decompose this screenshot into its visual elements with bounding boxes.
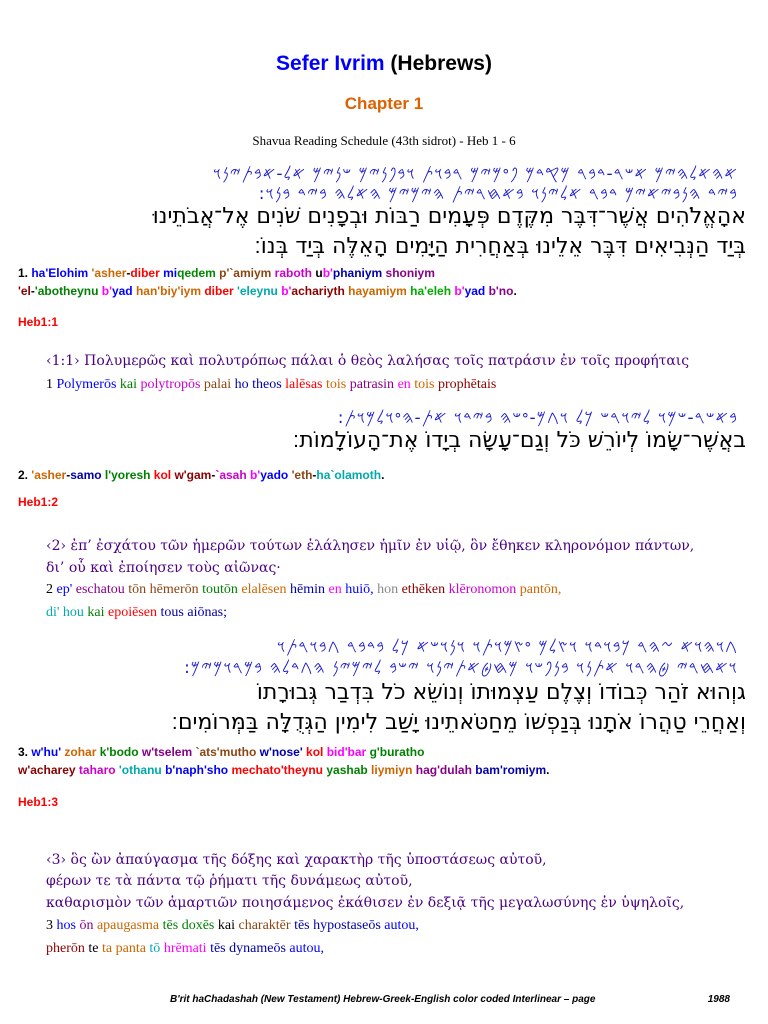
word-segment: shoniym [382, 266, 435, 280]
word-segment: 'asher [91, 266, 127, 280]
word-segment: . [513, 284, 517, 298]
word-segment: en [324, 582, 342, 597]
word-segment: 'eth [288, 468, 313, 482]
word-segment: 1 [46, 377, 57, 392]
word-segment: hos [56, 918, 76, 933]
chapter-heading: Chapter 1 [344, 94, 424, 113]
paleo-hebrew-line: 𐤅𐤀𐤇𐤓𐤉 𐤈𐤄𐤓𐤅 𐤀𐤕𐤍𐤅 𐤁𐤍𐤐𐤔𐤅 𐤌𐤇𐤈𐤀𐤕𐤉𐤍𐤅 𐤉𐤔𐤁 𐤋𐤉𐤌𐤉𐤍 𐤄𐤂𐤃𐤋𐤄 𐤁𐤌𐤓𐤅𐤌𐤉𐤌: [184, 658, 738, 678]
word-segment: Polymerōs [56, 377, 117, 392]
word-segment: ha`olamoth [316, 468, 382, 482]
word-segment: hrēmati [160, 941, 207, 956]
word-segment: g'buratho [366, 745, 425, 759]
book-title-main: Sefer Ivrim [276, 52, 385, 75]
word-segment: . [381, 468, 385, 482]
word-segment: `ats'mutho [192, 745, 257, 759]
word-segment: tōn hēmerōn [124, 582, 199, 597]
transliteration-line [18, 468, 384, 482]
word-segment: - [66, 468, 71, 482]
word-segment: `asah [215, 468, 247, 482]
word-segment: mi [159, 266, 178, 280]
word-segment: 1. [18, 266, 32, 280]
transliteration-line [18, 745, 424, 759]
verse-reference: Heb1:3 [18, 795, 59, 809]
word-segment: w'hu' [31, 745, 62, 759]
word-segment: tois [322, 377, 347, 392]
hebrew-text-line: אהָאֱלֹהִים אֲשֶׁר־דִּבֶּר מִקֶּדֶם פְּעָמִים רַבּוֹת וּבְפָנִים שֹׁנִים אֶל־אֲבֹתֵינוּ [152, 204, 746, 229]
word-segment: yashab [323, 763, 368, 777]
transliteration-line [18, 763, 550, 777]
word-segment: kai [116, 377, 137, 392]
word-segment: polytropōs [137, 377, 201, 392]
greek-transliteration-line [46, 377, 496, 393]
word-segment: yado [260, 468, 289, 482]
word-segment: kol [150, 468, 172, 482]
word-segment: toutōn [198, 582, 238, 597]
greek-text-line: φέρων τε τὰ πάντα τῷ ῥήματι τῆς δυνάμεως αὐτοῦ, [46, 873, 413, 889]
greek-transliteration-line [46, 605, 227, 621]
word-segment: charaktēr [234, 918, 291, 933]
word-segment: di' hou [46, 605, 84, 620]
word-segment: 'asher [31, 468, 67, 482]
word-segment: 'eleynu [233, 284, 278, 298]
greek-text-line: δι’ οὗ καὶ ἐποίησεν τοὺς αἰῶνας· [46, 560, 281, 576]
footer-text: B'rit haChadashah (New Testament) Hebrew-Greek-English color coded Interlinear – page [170, 994, 596, 1005]
word-segment: . [546, 763, 550, 777]
word-segment: taharo [75, 763, 116, 777]
word-segment: bid'bar [323, 745, 367, 759]
book-title-sub: (Hebrews) [384, 52, 492, 75]
word-segment: palai [200, 377, 232, 392]
word-segment: - [312, 468, 317, 482]
page-footer [170, 994, 730, 1005]
paleo-hebrew-line: 𐤁𐤀𐤔𐤓-𐤔𐤌𐤅 𐤋𐤉𐤅𐤓𐤔 𐤊𐤋 𐤅𐤂𐤌-𐤏𐤔𐤄 𐤁𐤉𐤃𐤅 𐤀𐤕-𐤄𐤏𐤅𐤋𐤌𐤅𐤕: [337, 408, 738, 428]
word-segment: b' [246, 468, 261, 482]
verse-reference: Heb1:2 [18, 495, 59, 509]
word-segment: patrasin [346, 377, 395, 392]
word-segment: b' [98, 284, 112, 298]
word-segment: kai [83, 605, 105, 620]
word-segment: k'bodo [96, 745, 139, 759]
word-segment: pherōn [46, 941, 85, 956]
word-segment: - [211, 468, 216, 482]
word-segment: 3 [46, 918, 57, 933]
word-segment: ho theos [231, 377, 282, 392]
word-segment: w'tselem [138, 745, 193, 759]
word-segment: en [394, 377, 411, 392]
transliteration-line [18, 284, 517, 298]
word-segment: tō [145, 941, 161, 956]
word-segment: b'naph'sho [161, 763, 229, 777]
word-segment: diber [130, 266, 160, 280]
word-segment: liymiyn [367, 763, 413, 777]
word-segment: ta panta [98, 941, 146, 956]
word-segment: qedem [177, 266, 216, 280]
word-segment: tous aiōnas; [157, 605, 228, 620]
greek-text-line: ‹2› ἐπ’ ἐσχάτου τῶν ἡμερῶν τούτων ἐλάλησεν ἡμῖν ἐν υἱῷ, ὃν ἔθηκεν κληρονόμον πάντων, [46, 538, 695, 554]
transliteration-line [18, 266, 435, 280]
word-segment: diber [201, 284, 234, 298]
word-segment: 2. [18, 468, 32, 482]
paleo-hebrew-line: 𐤀𐤄𐤀𐤋𐤄𐤉𐤌 𐤀𐤔𐤓-𐤃𐤁𐤓 𐤌𐤒𐤃𐤌 𐤐𐤏𐤌𐤉𐤌 𐤓𐤁𐤅𐤕 𐤅𐤁𐤐𐤍𐤉𐤌 𐤔𐤍𐤉𐤌 𐤀𐤋-𐤀𐤁𐤕𐤉𐤍𐤅 [212, 164, 738, 184]
hebrew-text-line: בְּיַד הַנְּבִיאִים דִּבֶּר אֵלֵינוּ בְּאַחֲרִית הַיָּמִים הָאֵלֶּה בְּיַד בְּנוֹ׃ [254, 234, 746, 259]
book-title [0, 52, 768, 76]
greek-text-line: ‹1:1› Πολυμερῶς καὶ πολυτρόπως πάλαι ὁ θεὸς λαλήσας τοῖς πατράσιν ἐν τοῖς προφήταις [46, 353, 690, 369]
word-segment: lalēsas [281, 377, 323, 392]
word-segment: pantōn, [516, 582, 562, 597]
paleo-hebrew-line: 𐤁𐤉𐤃 𐤄𐤍𐤁𐤉𐤀𐤉𐤌 𐤃𐤁𐤓 𐤀𐤋𐤉𐤍𐤅 𐤁𐤀𐤇𐤓𐤉𐤕 𐤄𐤉𐤌𐤉𐤌 𐤄𐤀𐤋𐤄 𐤁𐤉𐤃 𐤁𐤍𐤅: [258, 184, 738, 204]
word-segment: autou, [380, 918, 419, 933]
word-segment: kai [214, 918, 235, 933]
word-segment: raboth [271, 266, 313, 280]
word-segment: autou, [285, 941, 325, 956]
word-segment: apaugasma [93, 918, 160, 933]
word-segment: l'yoresh [101, 468, 151, 482]
word-segment: 2 [46, 582, 57, 597]
word-segment: hon [373, 582, 399, 597]
word-segment: yad [464, 284, 486, 298]
word-segment: b' [277, 284, 292, 298]
greek-transliteration-line [46, 918, 419, 934]
word-segment: elalēsen [237, 582, 287, 597]
reading-schedule: Shavua Reading Schedule (43th sidrot) - Heb 1 - 6 [252, 133, 516, 148]
word-segment: ōn [75, 918, 94, 933]
word-segment: epoiēsen [104, 605, 158, 620]
paleo-hebrew-line: 𐤂𐤅𐤄𐤅𐤀 𐤆𐤄𐤓 𐤊𐤁𐤅𐤃𐤅 𐤅𐤑𐤋𐤌 𐤏𐤑𐤌𐤅𐤕𐤅 𐤅𐤍𐤅𐤔𐤀 𐤊𐤋 𐤁𐤃𐤁𐤓 𐤂𐤁𐤅𐤓𐤕𐤅 [276, 637, 738, 657]
greek-text-line: καθαρισμὸν τῶν ἁμαρτιῶν ποιησάμενος ἐκάθισεν ἐν δεξιᾷ τῆς μεγαλωσύνης ἐν ὑψηλοῖς, [46, 895, 685, 911]
word-segment: prophētais [434, 377, 497, 392]
word-segment: - [30, 284, 35, 298]
word-segment: b' [451, 284, 465, 298]
word-segment: b'no [485, 284, 514, 298]
word-segment: 3. [18, 745, 32, 759]
word-segment: p'`amiym [215, 266, 272, 280]
word-segment: tēs hypostaseōs [290, 918, 381, 933]
word-segment: huiō, [341, 582, 374, 597]
word-segment: tois [410, 377, 435, 392]
word-segment: achariyth [291, 284, 345, 298]
word-segment: yad [111, 284, 133, 298]
word-segment: u [312, 266, 323, 280]
hebrew-text-line: וְאַחֲרֵי טַהֲרוֹ אֹתָנוּ בְּנַפְשׁוֹ מֵחַטֹּאתֵינוּ יָשַׁב לִימִין הַגְּדֻלָּה בַּמְּרוֹמִים׃ [171, 710, 746, 735]
word-segment: w'nose' [256, 745, 303, 759]
word-segment: eschatou [72, 582, 125, 597]
word-segment: 'abotheynu [34, 284, 99, 298]
word-segment: ethēken [398, 582, 446, 597]
word-segment: te [84, 941, 99, 956]
word-segment: b' [322, 266, 333, 280]
word-segment: hēmin [286, 582, 325, 597]
greek-transliteration-line [46, 941, 324, 957]
word-segment: kol [302, 745, 324, 759]
word-segment: phaniym [332, 266, 383, 280]
word-segment: hag'dulah [412, 763, 472, 777]
word-segment: zohar [61, 745, 97, 759]
greek-text-line: ‹3› ὃς ὢν ἀπαύγασμα τῆς δόξης καὶ χαρακτὴρ τῆς ὑποστάσεως αὐτοῦ, [46, 852, 547, 868]
word-segment: tēs dynameōs [206, 941, 286, 956]
hebrew-text-line: גוְהוּא זֹהַר כְּבוֹדוֹ וְצֶלֶם עַצְמוּתוֹ וְנוֹשֵׂא כֹל בִּדְבַר גְּבוּרָתוֹ [256, 680, 746, 705]
page-number: 1988 [707, 994, 730, 1005]
word-segment: tēs doxēs [159, 918, 215, 933]
word-segment: 'othanu [115, 763, 162, 777]
word-segment: bam'romiym [471, 763, 547, 777]
word-segment: w'gam [171, 468, 212, 482]
word-segment: samo [70, 468, 102, 482]
word-segment: w'acharey [18, 763, 76, 777]
hebrew-text-line: באֲשֶׁר־שָׂמוֹ לְיוֹרֵשׁ כֹּל וְגַם־עָשָׂה בְיָדוֹ אֶת־הָעוֹלָמוֹת׃ [292, 428, 746, 453]
word-segment: mechato'theynu [228, 763, 324, 777]
word-segment: klēronomon [445, 582, 517, 597]
word-segment: ep' [56, 582, 73, 597]
word-segment: 'el [18, 284, 31, 298]
word-segment: ha'eleh [406, 284, 452, 298]
verse-reference: Heb1:1 [18, 315, 59, 329]
word-segment: - [126, 266, 131, 280]
word-segment: han'biy'iym [132, 284, 202, 298]
greek-transliteration-line [46, 582, 561, 598]
word-segment: ha'Elohim [31, 266, 89, 280]
word-segment: hayamiym [344, 284, 407, 298]
